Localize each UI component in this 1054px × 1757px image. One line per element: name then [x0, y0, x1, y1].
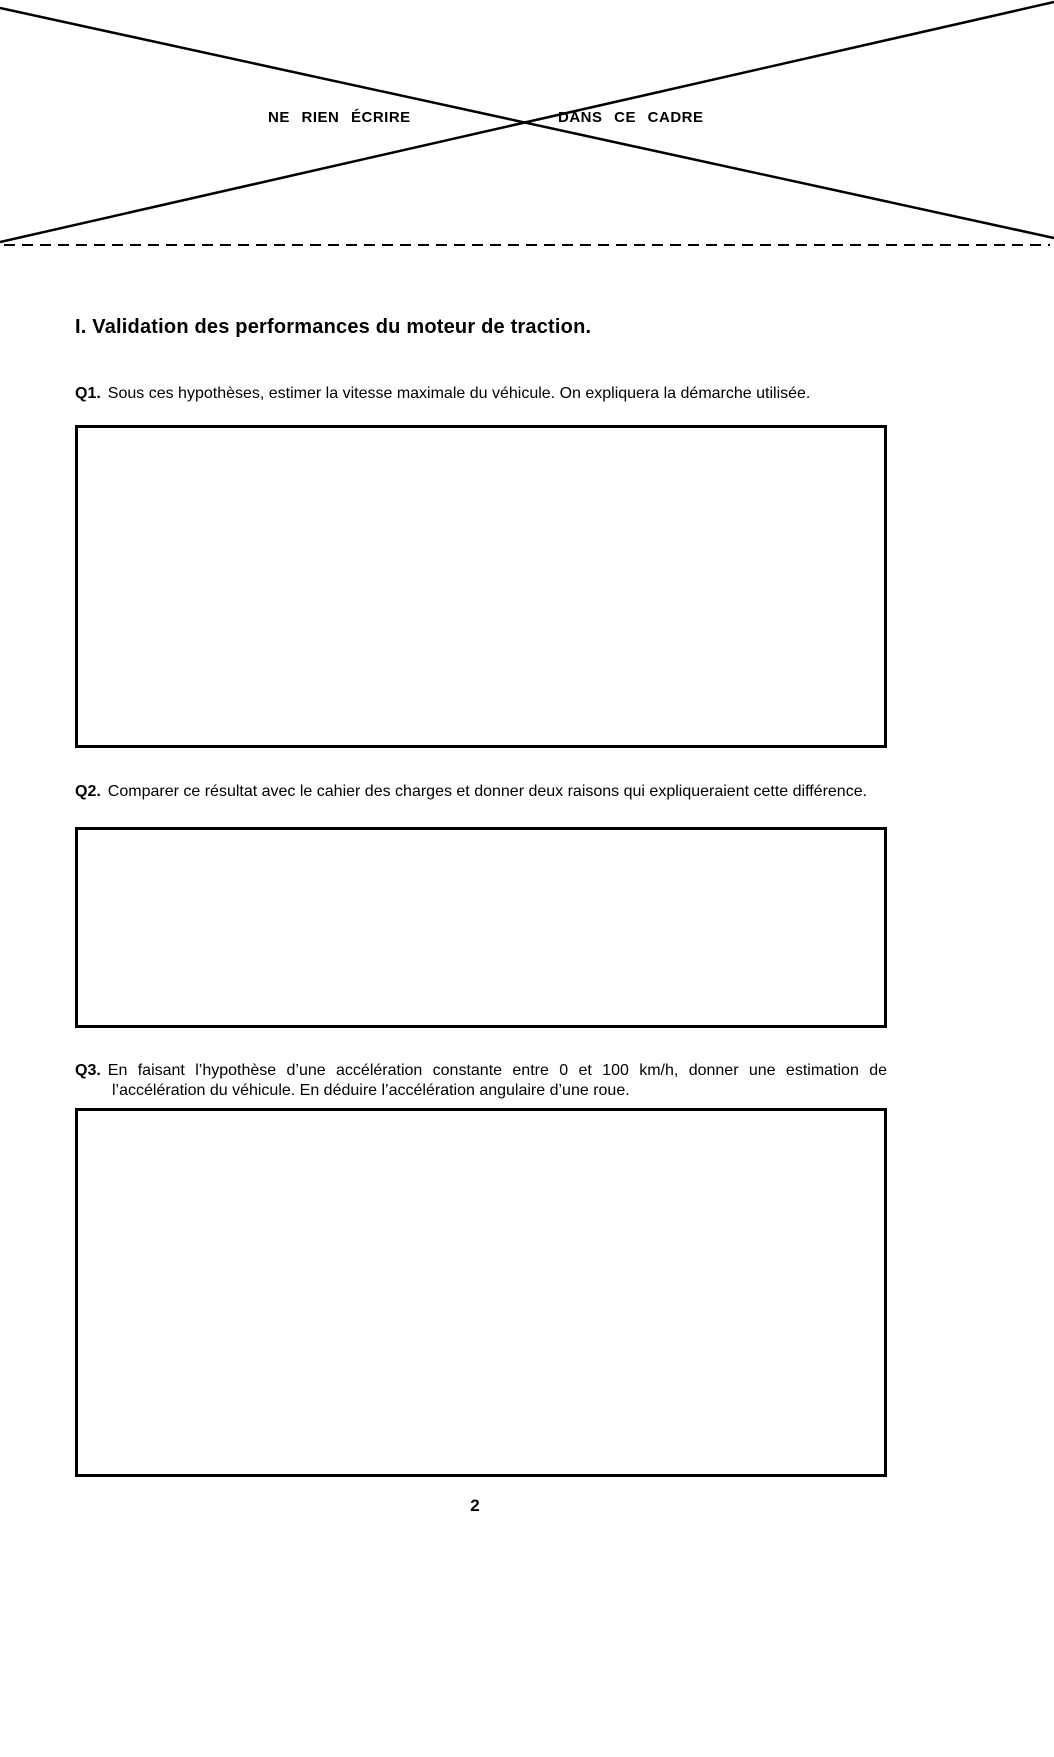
answer-box-q3 — [75, 1108, 887, 1477]
answer-box-q2 — [75, 827, 887, 1028]
question-q1 — [75, 384, 887, 404]
question-q2 — [75, 782, 887, 802]
question-q2-label: Q2. — [75, 783, 101, 800]
dashed-cut-line — [4, 244, 1050, 246]
section-title: I. Validation des performances du moteur de traction. — [75, 316, 592, 338]
cross-lines-icon — [0, 0, 1054, 245]
do-not-write-label-left: NE RIEN ÉCRIRE — [268, 109, 411, 126]
question-q3 — [75, 1061, 887, 1102]
page-number: 2 — [470, 1496, 480, 1515]
do-not-write-frame — [0, 0, 1054, 245]
answer-box-q1 — [75, 425, 887, 748]
question-q3-text: En faisant l’hypothèse d’une accélération constante entre 0 et 100 km/h, donner une estimation de l’accélération du véhicule. En déduire l’accélération angulaire d’une roue. — [107, 1062, 887, 1100]
do-not-write-label-right: DANS CE CADRE — [558, 109, 704, 126]
question-q1-label: Q1. — [75, 385, 101, 402]
question-q1-text: Sous ces hypothèses, estimer la vitesse maximale du véhicule. On expliquera la démarche utilisée. — [107, 385, 811, 402]
question-q3-label: Q3. — [75, 1062, 101, 1079]
question-q2-text: Comparer ce résultat avec le cahier des charges et donner deux raisons qui expliqueraient cette différence. — [107, 783, 868, 800]
